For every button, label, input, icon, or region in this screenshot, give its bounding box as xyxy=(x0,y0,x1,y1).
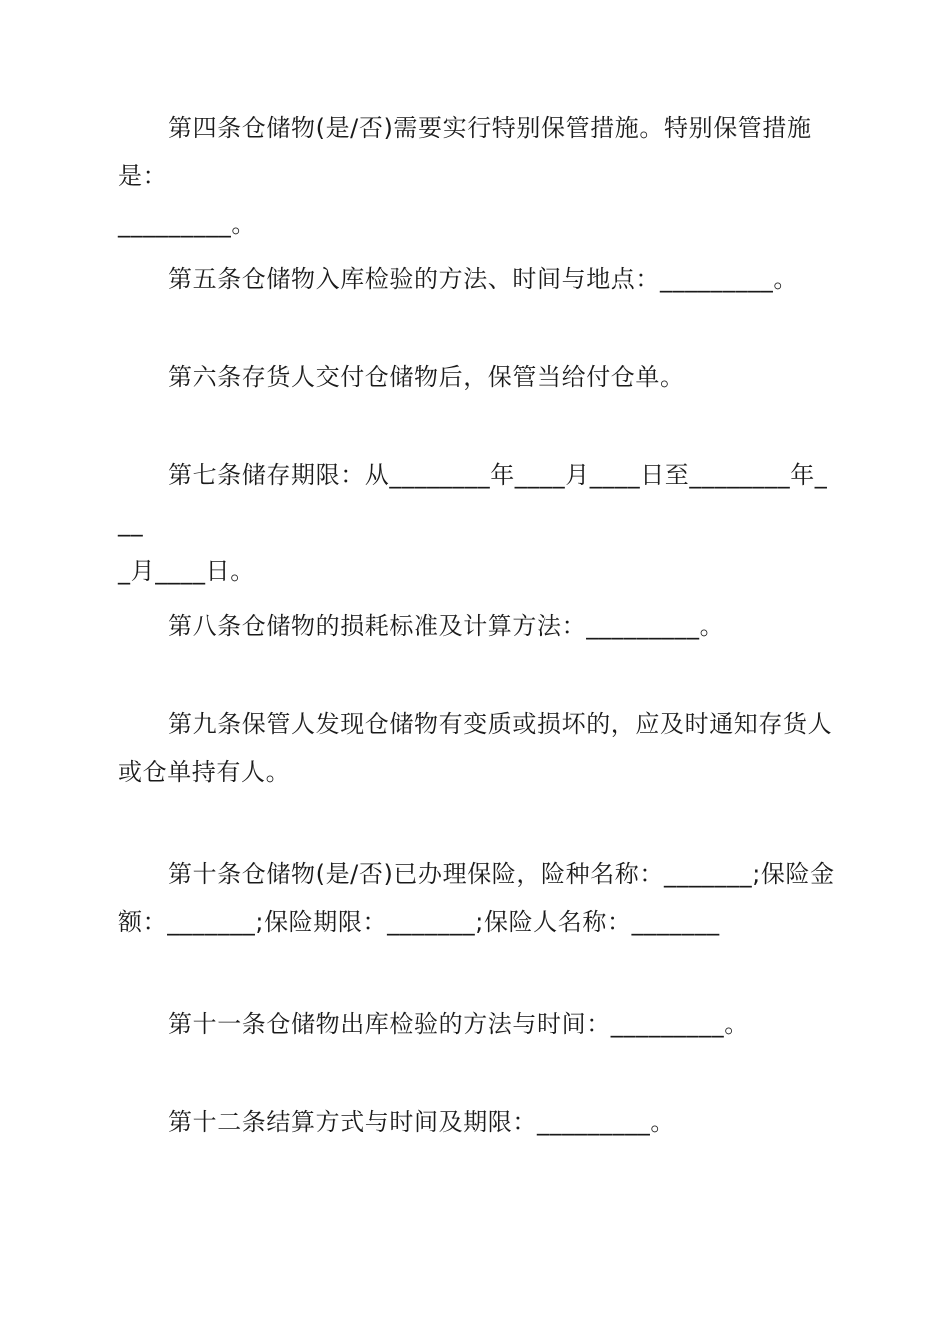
clause-11-line-1: 第十一条仓储物出库检验的方法与时间：_________。 xyxy=(168,1010,749,1038)
clause-8-line-1: 第八条仓储物的损耗标准及计算方法：_________。 xyxy=(168,612,725,640)
clause-10-line-2: 额：_______;保险期限：_______;保险人名称：_______ xyxy=(118,908,720,936)
clause-9-line-2: 或仓单持有人。 xyxy=(118,758,291,786)
clause-10 xyxy=(118,850,838,946)
clause-10-line-1: 第十条仓储物(是/否)已办理保险，险种名称：_______;保险金 xyxy=(168,860,835,888)
clause-9-line-1: 第九条保管人发现仓储物有变质或损坏的，应及时通知存货人 xyxy=(168,710,833,738)
clause-5 xyxy=(118,255,838,303)
clause-7 xyxy=(118,451,838,595)
clause-4-line-1: 第四条仓储物(是/否)需要实行特别保管措施。特别保管措施是： xyxy=(118,114,812,190)
clause-9 xyxy=(118,700,838,796)
clause-6-line-1: 第六条存货人交付仓储物后，保管当给付仓单。 xyxy=(168,363,685,391)
clause-7-line-1: 第七条储存期限：从________年____月____日至________年___ xyxy=(118,461,828,537)
clause-12-line-1: 第十二条结算方式与时间及期限：_________。 xyxy=(168,1108,675,1136)
clause-12 xyxy=(118,1098,838,1146)
clause-11 xyxy=(118,1000,838,1048)
clause-8 xyxy=(118,602,838,650)
clause-4-line-2: _________。 xyxy=(118,210,256,238)
clause-6 xyxy=(118,353,838,401)
clause-5-line-1: 第五条仓储物入库检验的方法、时间与地点：_________。 xyxy=(168,265,798,293)
clause-4 xyxy=(118,104,838,248)
clause-7-line-2: _月____日。 xyxy=(118,557,255,585)
